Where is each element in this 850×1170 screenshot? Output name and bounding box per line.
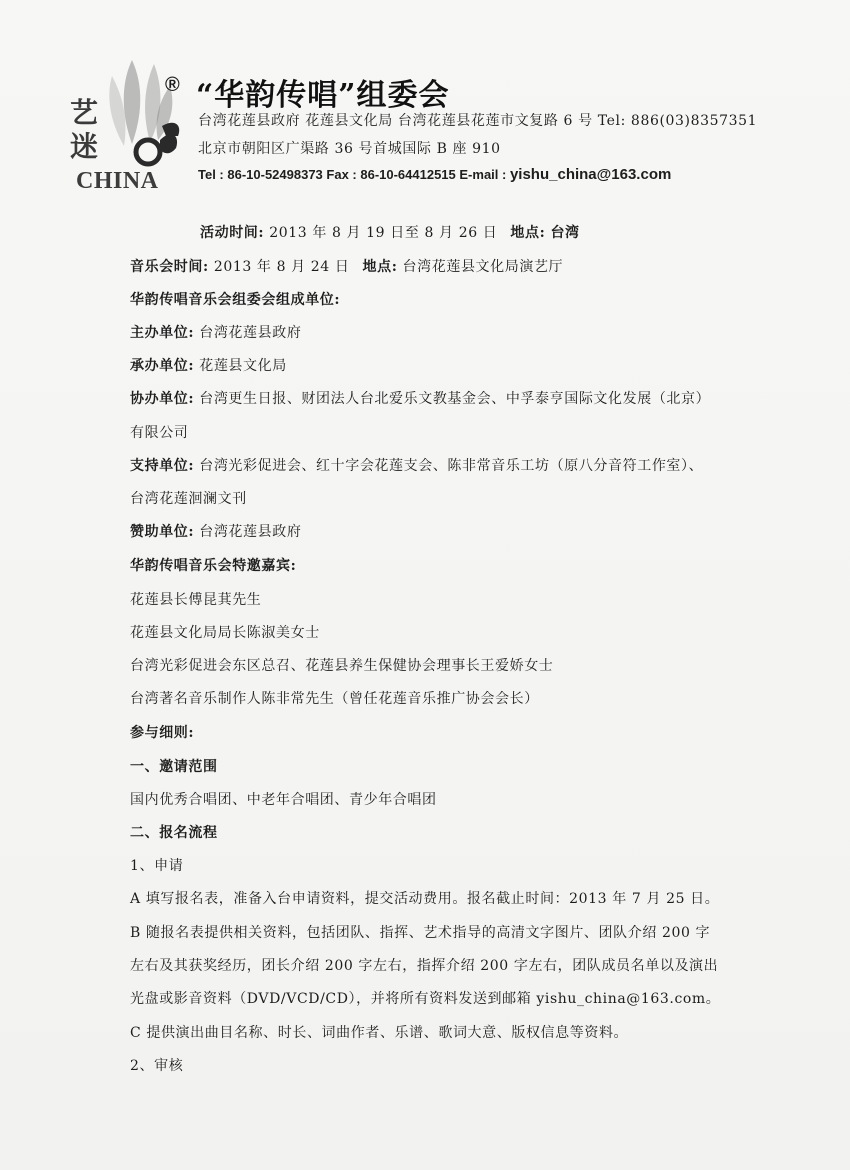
- activity-place-label: 地点:: [510, 225, 546, 241]
- header-address-line-2: 北京市朝阳区广渠路 36 号首城国际 B 座 910: [198, 141, 501, 157]
- section-2-heading: 二、报名流程: [130, 825, 218, 841]
- host-unit-line: [130, 322, 301, 342]
- item-b-text-line-1: B 随报名表提供相关资料，包括团队、指挥、艺术指导的高清文字图片、团队介绍 200 字: [130, 925, 711, 941]
- logo-china-text: CHINA: [76, 168, 159, 194]
- concert-place-label: 地点:: [362, 259, 398, 275]
- support-unit-value-cont: 台湾花莲洄澜文刊: [130, 491, 247, 507]
- contact-email: yishu_china@163.com: [509, 166, 672, 183]
- host-unit-label: 主办单位:: [130, 325, 195, 341]
- activity-time-label: 活动时间:: [200, 225, 265, 241]
- header-contact-line: [198, 166, 671, 183]
- organization-title: “华韵传唱”组委会: [196, 78, 450, 113]
- co-organizer-line: [130, 388, 710, 408]
- step-1-label: 1、申请: [130, 858, 184, 874]
- concert-place-value: 台湾花莲县文化局演艺厅: [402, 259, 564, 275]
- guests-heading: 华韵传唱音乐会特邀嘉宾:: [130, 558, 297, 574]
- concert-time-value: 2013 年 8 月 24 日: [213, 259, 350, 275]
- guest-4: 台湾著名音乐制作人陈非常先生（曾任花莲音乐推广协会会长）: [130, 691, 539, 707]
- item-b-text-line-3: 光盘或影音资料（DVD/VCD/CD），并将所有资料发送到邮箱 yishu_china@163.com。: [130, 991, 721, 1007]
- support-unit-label: 支持单位:: [130, 458, 195, 474]
- host-unit-value: 台湾花莲县政府: [199, 325, 302, 341]
- section-1-text: 国内优秀合唱团、中老年合唱团、青少年合唱团: [130, 792, 437, 808]
- activity-place-value: 台湾: [550, 225, 580, 241]
- organizer-unit-value: 花莲县文化局: [199, 358, 287, 374]
- co-organizer-label: 协办单位:: [130, 391, 195, 407]
- section-1-heading: 一、邀请范围: [130, 759, 218, 775]
- support-unit-line: [130, 455, 703, 475]
- co-organizer-value: 台湾更生日报、财团法人台北爱乐文教基金会、中孚泰亨国际文化发展（北京）: [199, 391, 711, 407]
- activity-time-value: 2013 年 8 月 19 日至 8 月 26 日: [269, 225, 498, 241]
- contact-phone-fax: Tel : 86-10-52498373 Fax : 86-10-64412515 E-mail :: [198, 167, 510, 182]
- concert-time-line: [130, 256, 563, 276]
- item-a-text: A 填写报名表，准备入台申请资料，提交活动费用。报名截止时间：2013 年 7 月 25 日。: [130, 891, 720, 907]
- sponsor-unit-value: 台湾花莲县政府: [199, 524, 302, 540]
- item-b-text-line-2: 左右及其获奖经历，团长介绍 200 字左右，指挥介绍 200 字左右，团队成员名单以及演出: [130, 958, 719, 974]
- logo-chinese-text: 艺 迷: [70, 96, 99, 163]
- guest-2: 花莲县文化局局长陈淑美女士: [130, 625, 320, 641]
- step-2-label: 2、审核: [130, 1058, 184, 1074]
- units-heading: 华韵传唱音乐会组委会组成单位:: [130, 292, 341, 308]
- header-address-line-1: 台湾花莲县政府 花莲县文化局 台湾花莲县花莲市文复路 6 号 Tel: 886(03)8357351: [198, 113, 758, 129]
- co-organizer-value-cont: 有限公司: [130, 425, 189, 441]
- guest-3: 台湾光彩促进会东区总召、花莲县养生保健协会理事长王爱娇女士: [130, 658, 554, 674]
- logo: [62, 56, 172, 206]
- organizer-unit-line: [130, 355, 287, 375]
- details-heading: 参与细则:: [130, 725, 195, 741]
- item-c-text: C 提供演出曲目名称、时长、词曲作者、乐谱、歌词大意、版权信息等资料。: [130, 1025, 629, 1041]
- sponsor-unit-line: [130, 521, 301, 541]
- activity-time-line: [200, 222, 580, 242]
- sponsor-unit-label: 赞助单位:: [130, 524, 195, 540]
- registered-mark: ®: [165, 74, 180, 96]
- concert-time-label: 音乐会时间:: [130, 259, 209, 275]
- organizer-unit-label: 承办单位:: [130, 358, 195, 374]
- guest-1: 花莲县长傅昆萁先生: [130, 592, 262, 608]
- support-unit-value: 台湾光彩促进会、红十字会花莲支会、陈非常音乐工坊（原八分音符工作室）、: [199, 458, 704, 474]
